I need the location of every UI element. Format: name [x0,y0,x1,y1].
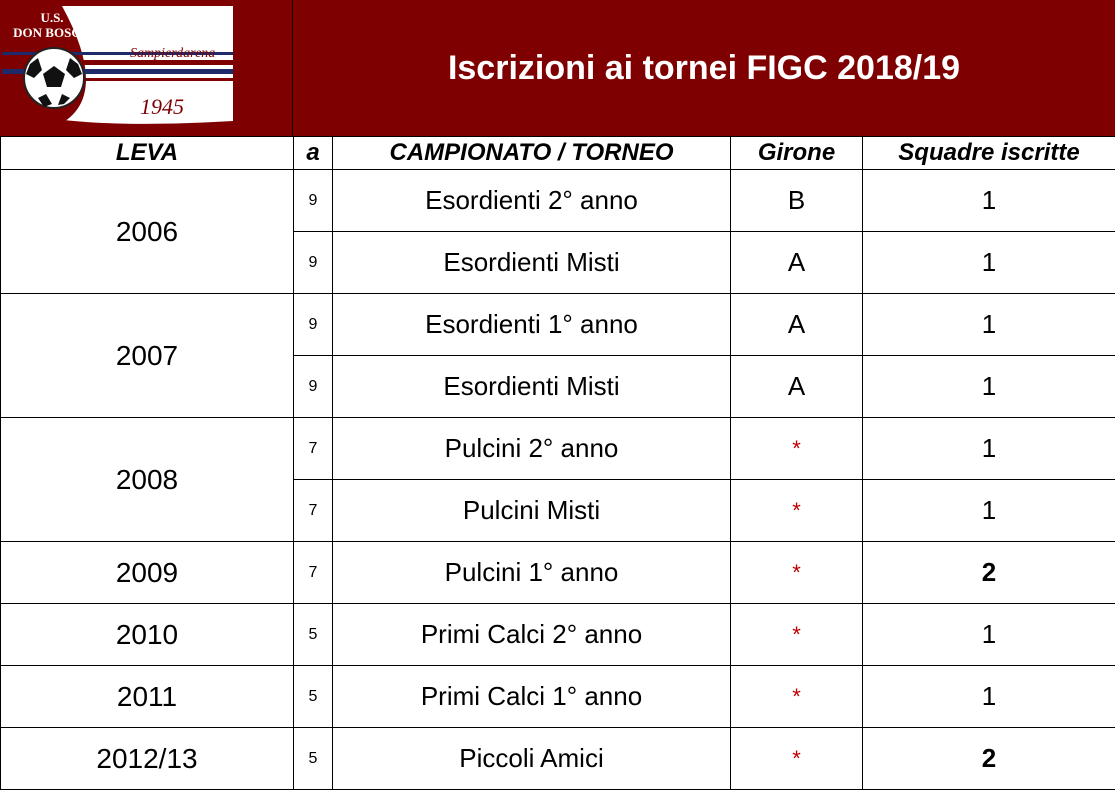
page-title: Iscrizioni ai tornei FIGC 2018/19 [447,48,961,87]
girone-cell: B [731,170,863,232]
girone-cell: A [731,232,863,294]
torneo-cell: Primi Calci 2° anno [333,604,731,666]
leva-cell: 2010 [1,604,294,666]
torneo-cell: Esordienti Misti [333,356,731,418]
registrations-table [0,136,1115,790]
leva-cell: 2011 [1,666,294,728]
a-cell: 7 [294,542,333,604]
squadre-cell: 1 [863,232,1115,294]
torneo-cell: Esordienti Misti [333,232,731,294]
a-cell: 5 [294,666,333,728]
header-banner [0,0,1115,136]
girone-cell: * [731,728,863,790]
table-row [1,418,1115,480]
squadre-cell: 1 [863,480,1115,542]
squadre-cell: 1 [863,356,1115,418]
logo-club-name: U.S. DON BOSCO [13,10,91,40]
leva-cell: 2012/13 [1,728,294,790]
girone-cell: * [731,418,863,480]
leva-cell: 2008 [1,418,294,542]
squadre-cell: 1 [863,418,1115,480]
a-cell: 7 [294,418,333,480]
table-row [1,170,1115,232]
girone-cell: * [731,604,863,666]
leva-cell: 2007 [1,294,294,418]
logo-script-text: Sampierdarena [130,46,216,61]
header-a: a [294,137,333,170]
girone-cell: A [731,356,863,418]
a-cell: 9 [294,294,333,356]
squadre-cell: 1 [863,666,1115,728]
table-row [1,728,1115,790]
a-cell: 7 [294,480,333,542]
torneo-cell: Pulcini 1° anno [333,542,731,604]
girone-cell: * [731,542,863,604]
torneo-cell: Esordienti 2° anno [333,170,731,232]
girone-cell: A [731,294,863,356]
girone-cell: * [731,480,863,542]
girone-cell: * [731,666,863,728]
squadre-cell: 1 [863,604,1115,666]
header-squadre: Squadre iscritte [863,137,1115,170]
torneo-cell: Pulcini Misti [333,480,731,542]
a-cell: 5 [294,728,333,790]
torneo-cell: Piccoli Amici [333,728,731,790]
a-cell: 9 [294,232,333,294]
table-row [1,542,1115,604]
table-row [1,604,1115,666]
leva-cell: 2006 [1,170,294,294]
a-cell: 5 [294,604,333,666]
table-row [1,294,1115,356]
logo-year: 1945 [140,94,184,119]
squadre-cell: 2 [863,728,1115,790]
squadre-cell: 1 [863,294,1115,356]
torneo-cell: Primi Calci 1° anno [333,666,731,728]
a-cell: 9 [294,356,333,418]
squadre-cell: 1 [863,170,1115,232]
torneo-cell: Pulcini 2° anno [333,418,731,480]
header-leva: LEVA [1,137,294,170]
a-cell: 9 [294,170,333,232]
header-torneo: CAMPIONATO / TORNEO [333,137,731,170]
leva-cell: 2009 [1,542,294,604]
table-row [1,666,1115,728]
header-girone: Girone [731,137,863,170]
squadre-cell: 2 [863,542,1115,604]
club-logo [2,6,233,134]
football-icon [24,48,84,108]
torneo-cell: Esordienti 1° anno [333,294,731,356]
table-header-row [1,137,1115,170]
